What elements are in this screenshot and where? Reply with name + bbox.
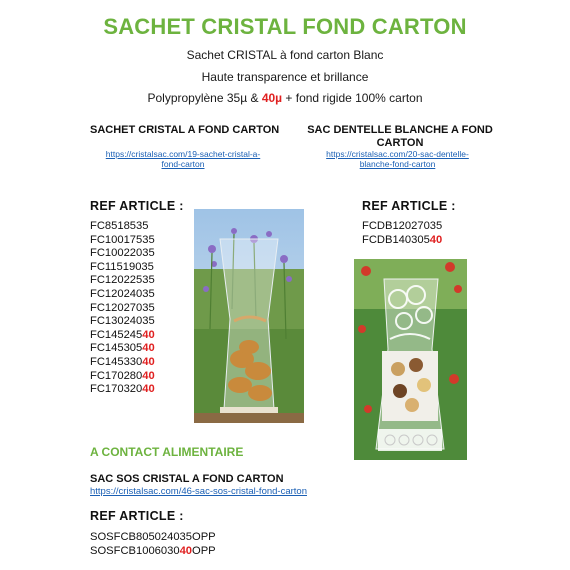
- ref-code-base: FC12024035: [90, 287, 155, 300]
- product1-link-line1[interactable]: https://cristalsac.com/19-sachet-cristal-a-: [105, 149, 261, 159]
- product3-heading: SAC SOS CRISTAL A FOND CARTON: [90, 473, 284, 485]
- product1-heading: SACHET CRISTAL A FOND CARTON: [90, 124, 280, 136]
- product3-link[interactable]: https://cristalsac.com/46-sac-sos-cristal-fond-carton: [90, 486, 307, 497]
- ref-list-bottom: [90, 531, 216, 558]
- subtitle-line-3-prefix: Polypropylène 35µ &: [147, 91, 262, 105]
- product2-link[interactable]: [305, 149, 490, 169]
- ref-code: [90, 234, 155, 248]
- ref-code-highlight: 40: [142, 383, 155, 396]
- ref-code-base: FCDB12027035: [362, 220, 443, 232]
- ref-code: [90, 220, 155, 234]
- ref-code-highlight: 40: [429, 233, 443, 246]
- ref-code-highlight: 40: [142, 342, 155, 355]
- ref-code: [90, 342, 155, 356]
- ref-code-base: FC13024035: [90, 315, 155, 328]
- product2-photo-graphic: [354, 259, 467, 460]
- ref-code-highlight: 40: [142, 355, 155, 368]
- ref-code: [90, 315, 155, 329]
- food-contact-label: A CONTACT ALIMENTAIRE: [90, 445, 244, 459]
- ref-code-base: FC145305: [90, 342, 143, 355]
- ref-code: [90, 356, 155, 370]
- product2-link-line1[interactable]: https://cristalsac.com/20-sac-dentelle-: [326, 149, 469, 159]
- ref-code: [90, 531, 216, 545]
- product2-photo: [354, 259, 467, 460]
- ref-code: [90, 370, 155, 384]
- ref-label-right: REF ARTICLE :: [362, 199, 456, 213]
- ref-code-base: FC12027035: [90, 301, 155, 314]
- ref-code-base: FC10017535: [90, 233, 155, 246]
- product2-heading: [300, 124, 500, 150]
- ref-list-right: [362, 220, 442, 247]
- ref-code-highlight: 40: [179, 544, 193, 557]
- ref-code: [90, 247, 155, 261]
- ref-code-highlight: 40: [142, 328, 155, 341]
- ref-code-tail: OPP: [192, 544, 216, 557]
- subtitle-line-3-highlight: 40µ: [261, 91, 283, 105]
- ref-code: [90, 274, 155, 288]
- ref-code-base: FCDB140305: [362, 233, 430, 246]
- ref-code-base: FC145245: [90, 328, 143, 341]
- product1-link[interactable]: [90, 149, 276, 169]
- ref-code-base: FC11519035: [90, 260, 154, 273]
- subtitle-line-3: [0, 91, 570, 105]
- ref-code-base: FC8518535: [90, 220, 149, 232]
- ref-code-base: FC170280: [90, 369, 143, 382]
- subtitle-line-2: Haute transparence et brillance: [201, 70, 369, 84]
- ref-code-highlight: 40: [142, 369, 155, 382]
- ref-label-bottom: REF ARTICLE :: [90, 509, 184, 523]
- ref-list-left: [90, 220, 155, 397]
- ref-code: [362, 234, 442, 248]
- product2-heading-line2: CARTON: [376, 137, 424, 149]
- ref-code-base: FC12022535: [90, 274, 155, 287]
- ref-code: [90, 261, 155, 275]
- ref-code-base: FC145330: [90, 355, 143, 368]
- ref-label-left: REF ARTICLE :: [90, 199, 184, 213]
- ref-code: [362, 220, 442, 234]
- ref-code-base: SOSFCB1006030: [90, 544, 180, 557]
- product1-link-line2[interactable]: fond-carton: [161, 159, 205, 169]
- subtitle-line-3-suffix: + fond rigide 100% carton: [282, 91, 423, 105]
- ref-code-base: FC10022035: [90, 247, 155, 260]
- ref-code: [90, 288, 155, 302]
- product2-link-line2[interactable]: blanche-fond-carton: [359, 159, 436, 169]
- product2-heading-line1: SAC DENTELLE BLANCHE A FOND: [307, 124, 493, 136]
- ref-code-base: FC170320: [90, 383, 143, 396]
- ref-code: [90, 329, 155, 343]
- product1-photo: [194, 209, 304, 423]
- ref-code: [90, 545, 216, 559]
- page-title: SACHET CRISTAL FOND CARTON: [103, 14, 467, 39]
- ref-code-base: SOSFCB805024035OPP: [90, 531, 216, 543]
- ref-code: [90, 383, 155, 397]
- subtitle-line-1: Sachet CRISTAL à fond carton Blanc: [186, 48, 384, 62]
- product1-photo-graphic: [194, 209, 304, 423]
- ref-code: [90, 302, 155, 316]
